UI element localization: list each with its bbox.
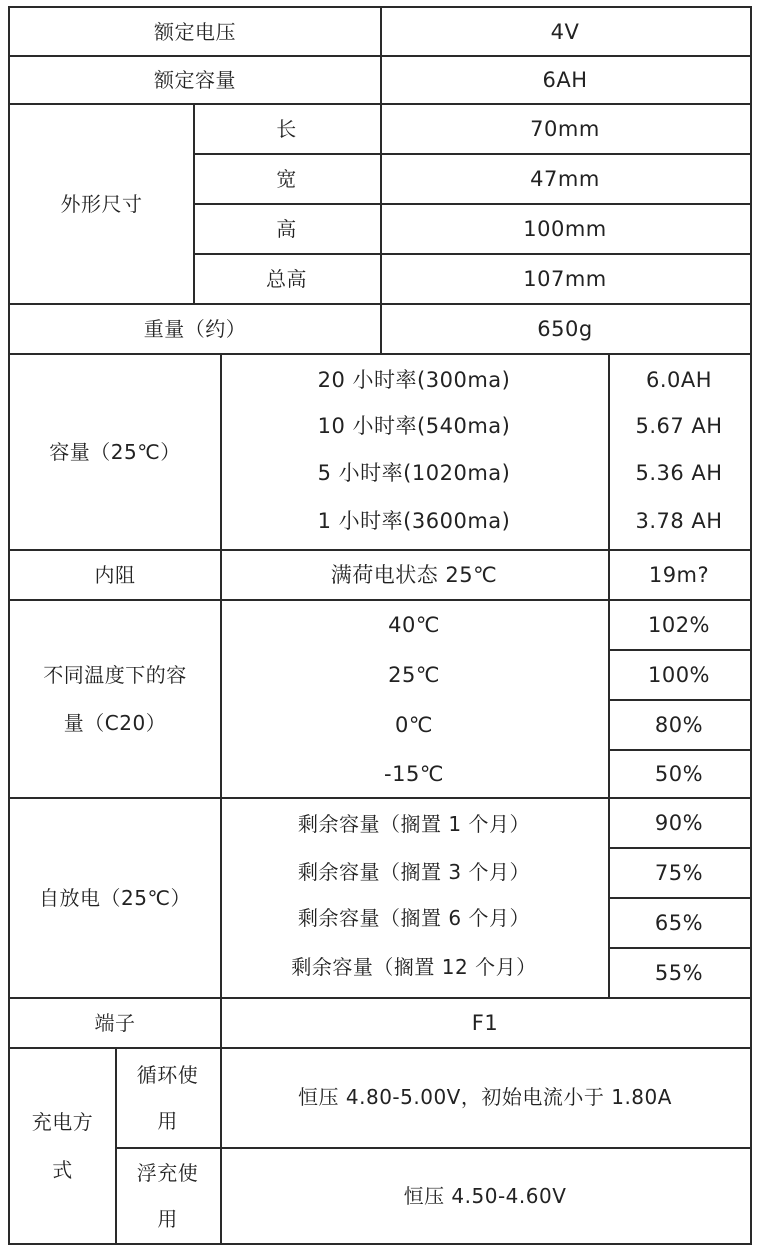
internal-resistance-condition: 满荷电状态 25℃ (330, 563, 498, 587)
charging-float-label (115, 1148, 220, 1244)
capacity-value-10h: 5.67 AH (635, 414, 723, 438)
temp-minus15-label: -15℃ (384, 762, 444, 786)
dimension-length-label: 长 (276, 117, 297, 141)
self-discharge-1m-value: 90% (654, 811, 704, 835)
internal-resistance-label: 内阻 (94, 563, 136, 587)
capacity-rate-10h: 10 小时率(540ma) (317, 414, 511, 438)
capacity-value-1h: 3.78 AH (635, 509, 723, 533)
temp-0-label: 0℃ (395, 713, 433, 737)
temp-25-label: 25℃ (388, 663, 440, 687)
charging-cycle-label-line2: 用 (157, 1109, 178, 1133)
dimension-width-label: 宽 (276, 167, 297, 191)
capacity-rate-1h: 1 小时率(3600ma) (317, 509, 511, 533)
temp-capacity-label-line2: 量（C20） (63, 711, 167, 735)
capacity-value-5h: 5.36 AH (635, 461, 723, 485)
temp-0-value: 80% (654, 713, 704, 737)
self-discharge-6m-value: 65% (654, 911, 704, 935)
self-discharge-6m-condition: 剩余容量（搁置 6 个月） (298, 906, 530, 930)
capacity-value-20h: 6.0AH (645, 368, 713, 392)
charging-cycle-label-line1: 循环使 (136, 1063, 199, 1087)
dimension-height-value: 100mm (523, 217, 607, 241)
self-discharge-12m-value: 55% (654, 961, 704, 985)
self-discharge-3m-value: 75% (654, 861, 704, 885)
dimensions-label: 外形尺寸 (60, 192, 143, 216)
dimension-total-height-label: 总高 (266, 267, 307, 291)
temp-40-value: 102% (647, 613, 711, 637)
capacity-rate-5h: 5 小时率(1020ma) (317, 461, 511, 485)
self-discharge-1m-condition: 剩余容量（搁置 1 个月） (298, 812, 530, 836)
weight-value: 650g (537, 317, 593, 341)
self-discharge-12m-condition: 剩余容量（搁置 12 个月） (291, 955, 537, 979)
charging-label-line1: 充电方 (31, 1110, 94, 1134)
temp-40-label: 40℃ (388, 613, 440, 637)
dimension-height-label: 高 (276, 217, 297, 241)
grid-line (750, 6, 752, 1245)
terminal-label: 端子 (94, 1011, 136, 1035)
charging-cycle-value: 恒压 4.80-5.00V，初始电流小于 1.80A (298, 1085, 672, 1109)
charging-float-value: 恒压 4.50-4.60V (403, 1184, 567, 1208)
dimension-width-value: 47mm (530, 167, 600, 191)
charging-cycle-label (115, 1048, 220, 1148)
capacity-label: 容量（25℃） (49, 440, 181, 464)
terminal-value: F1 (471, 1011, 499, 1035)
charging-float-label-line2: 用 (157, 1207, 178, 1231)
charging-label-line2: 式 (52, 1158, 73, 1182)
dimension-total-height-value: 107mm (523, 267, 607, 291)
dimension-length-value: 70mm (530, 117, 600, 141)
temp-capacity-label (10, 600, 220, 798)
weight-label: 重量（约） (143, 317, 247, 341)
charging-float-label-line1: 浮充使 (136, 1161, 199, 1185)
rated-capacity-value: 6AH (542, 68, 588, 92)
internal-resistance-value: 19m? (648, 563, 710, 587)
self-discharge-3m-condition: 剩余容量（搁置 3 个月） (298, 860, 530, 884)
rated-capacity-label: 额定容量 (154, 68, 236, 92)
rated-voltage-label: 额定电压 (154, 20, 236, 44)
rated-voltage-value: 4V (550, 20, 580, 44)
charging-label (10, 1048, 115, 1244)
temp-capacity-label-line1: 不同温度下的容 (43, 663, 187, 687)
self-discharge-label: 自放电（25℃） (39, 886, 191, 910)
temp-25-value: 100% (647, 663, 711, 687)
temp-minus15-value: 50% (654, 762, 704, 786)
capacity-rate-20h: 20 小时率(300ma) (317, 368, 511, 392)
